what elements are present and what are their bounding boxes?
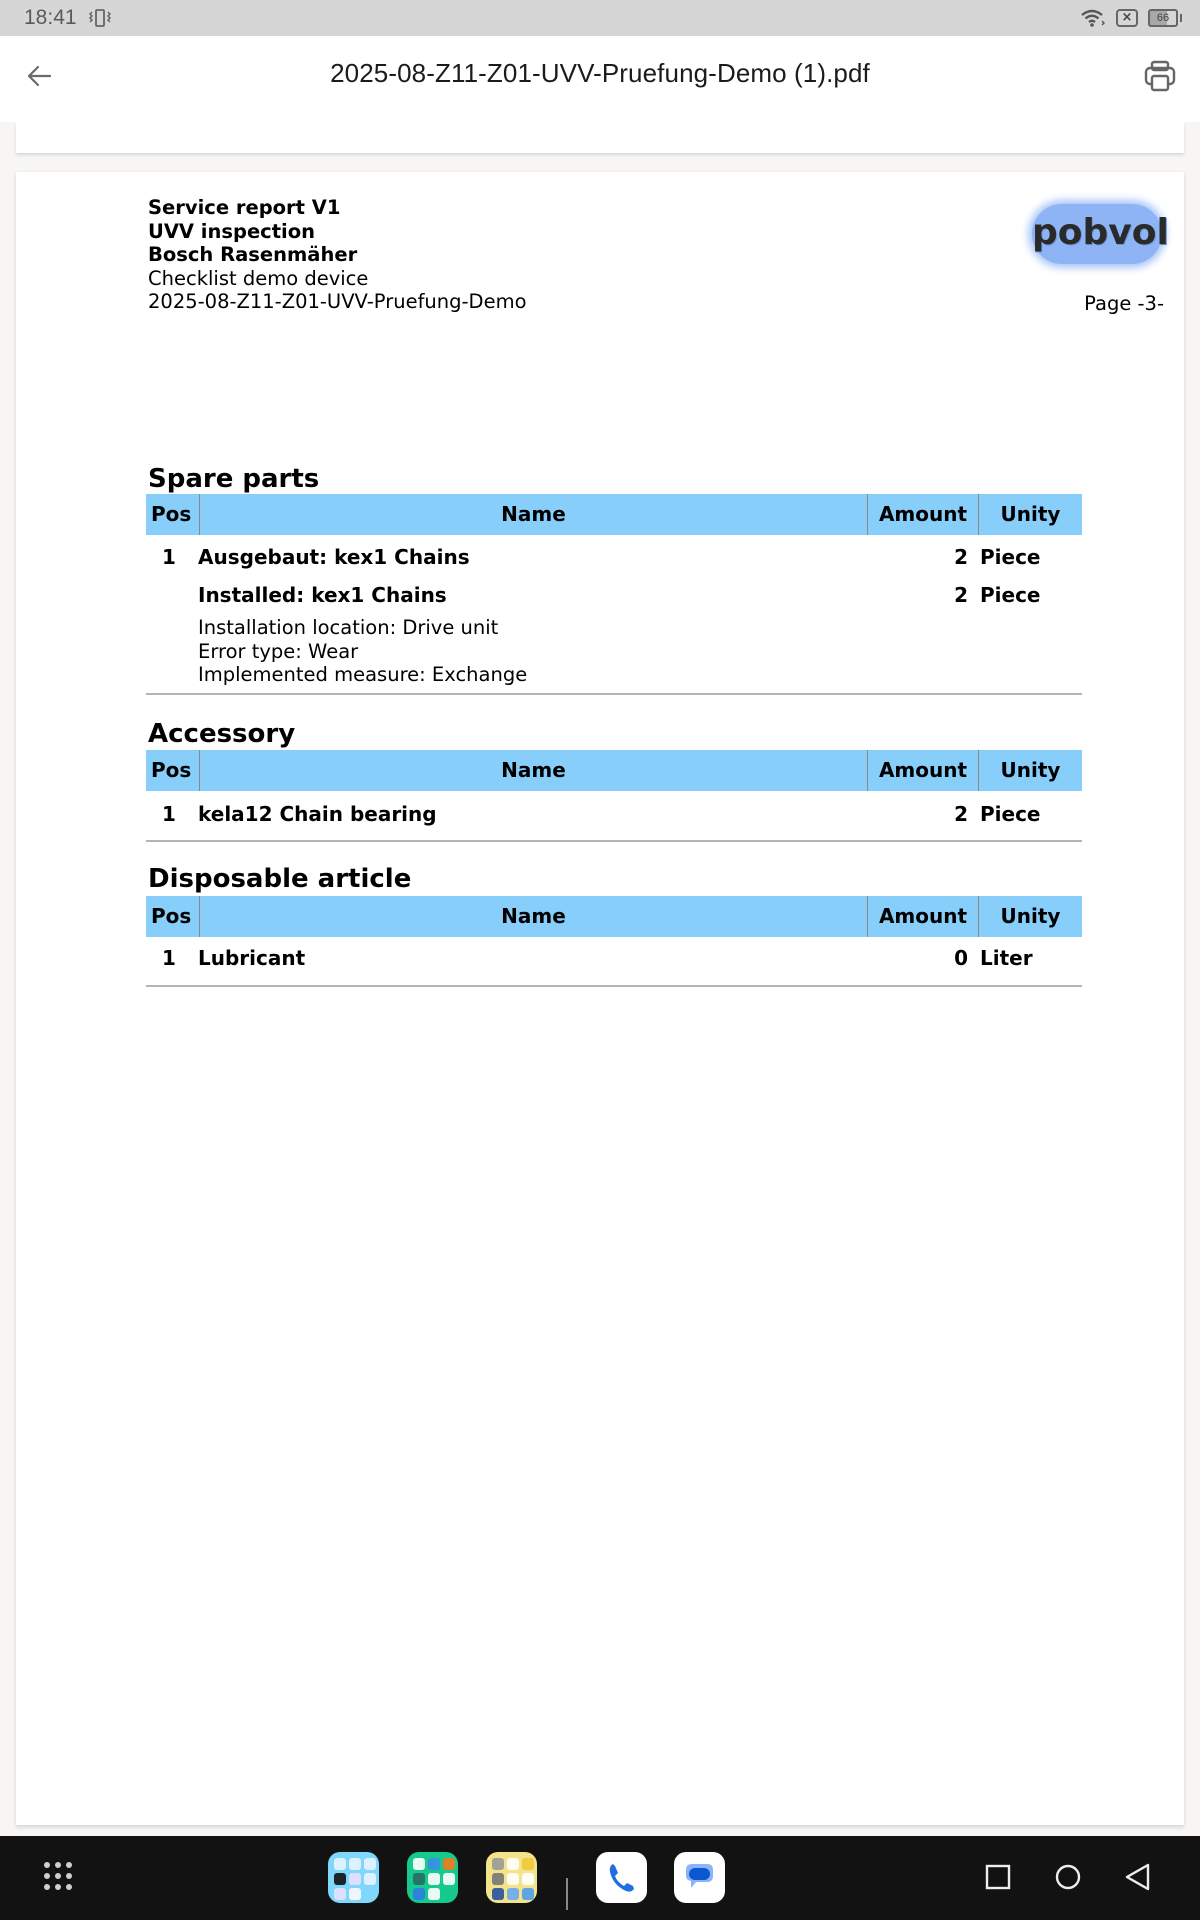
row-amount: 0 xyxy=(954,946,968,970)
divider xyxy=(146,840,1082,842)
row-amount: 2 xyxy=(954,583,968,607)
table-header xyxy=(146,896,1082,937)
dock-divider xyxy=(566,1878,568,1910)
col-name: Name xyxy=(200,896,868,937)
row-name: kela12 Chain bearing xyxy=(198,802,437,826)
row-unity: Liter xyxy=(980,946,1033,970)
col-pos: Pos xyxy=(146,494,200,535)
row-amount: 2 xyxy=(954,545,968,569)
spare-part-details xyxy=(146,614,1082,693)
wifi-icon xyxy=(1080,8,1106,28)
row-amount: 2 xyxy=(954,802,968,826)
divider xyxy=(146,693,1082,695)
status-time: 18:41 xyxy=(24,6,77,29)
row-name: Lubricant xyxy=(198,946,306,970)
row-unity: Piece xyxy=(980,583,1041,607)
report-title: Service report V1 xyxy=(148,196,341,219)
report-inspection-type: UVV inspection xyxy=(148,219,316,243)
home-button[interactable] xyxy=(1053,1862,1083,1892)
app-bar xyxy=(0,36,1200,122)
navigation-bar xyxy=(0,1836,1200,1920)
report-header xyxy=(148,196,527,314)
row-unity: Piece xyxy=(980,802,1041,826)
col-amount: Amount xyxy=(868,896,979,937)
arrow-back-icon[interactable] xyxy=(24,60,56,92)
detail-installation-location: Installation location: Drive unit xyxy=(198,616,499,639)
row-pos: 1 xyxy=(162,545,176,569)
section-title-accessory: Accessory xyxy=(148,719,296,749)
no-sim-icon: × xyxy=(1116,9,1138,27)
col-amount: Amount xyxy=(868,494,979,535)
disposable-article-table xyxy=(146,896,1082,987)
col-name: Name xyxy=(200,750,868,791)
previous-page[interactable] xyxy=(16,122,1184,153)
col-pos: Pos xyxy=(146,896,200,937)
status-bar xyxy=(0,0,1200,36)
col-unity: Unity xyxy=(1000,904,1061,928)
col-unity: Unity xyxy=(1000,502,1061,526)
vibrate-icon xyxy=(88,8,112,28)
table-header xyxy=(146,750,1082,791)
app-folder-2-icon[interactable] xyxy=(407,1852,458,1903)
report-id: 2025-08-Z11-Z01-UVV-Pruefung-Demo xyxy=(148,290,527,313)
app-drawer-icon[interactable] xyxy=(44,1862,72,1890)
recents-button[interactable] xyxy=(983,1862,1013,1892)
report-checklist: Checklist demo device xyxy=(148,266,369,290)
status-icons xyxy=(1080,7,1178,29)
table-row xyxy=(146,576,1082,614)
row-pos: 1 xyxy=(162,946,176,970)
section-title-spare-parts: Spare parts xyxy=(148,464,320,494)
table-row xyxy=(146,795,1082,833)
col-pos: Pos xyxy=(146,750,200,791)
document-title: 2025-08-Z11-Z01-UVV-Pruefung-Demo (1).pdf xyxy=(330,58,870,88)
table-header xyxy=(146,494,1082,535)
phone-app-icon[interactable] xyxy=(596,1852,647,1903)
printer-icon[interactable] xyxy=(1142,58,1178,94)
detail-error-type: Error type: Wear xyxy=(198,639,359,663)
battery-icon: 66 xyxy=(1148,9,1178,27)
page-number: Page -3- xyxy=(1084,292,1164,315)
col-name: Name xyxy=(200,494,868,535)
row-name: Installed: kex1 Chains xyxy=(198,583,447,607)
spare-parts-table xyxy=(146,494,1082,695)
back-button[interactable] xyxy=(1123,1862,1153,1892)
detail-implemented-measure: Implemented measure: Exchange xyxy=(198,663,528,686)
table-row xyxy=(146,939,1082,977)
messages-app-icon[interactable] xyxy=(674,1852,725,1903)
divider xyxy=(146,985,1082,987)
row-pos: 1 xyxy=(162,802,176,826)
row-name: Ausgebaut: kex1 Chains xyxy=(198,545,470,569)
pdf-page[interactable] xyxy=(16,172,1184,1825)
app-folder-3-icon[interactable] xyxy=(486,1852,537,1903)
accessory-table xyxy=(146,750,1082,842)
col-amount: Amount xyxy=(868,750,979,791)
table-row xyxy=(146,538,1082,576)
report-device: Bosch Rasenmäher xyxy=(148,243,358,266)
col-unity: Unity xyxy=(1000,758,1061,782)
company-logo: pobvol xyxy=(1032,204,1162,264)
row-unity: Piece xyxy=(980,545,1041,569)
app-folder-1-icon[interactable] xyxy=(328,1852,379,1903)
section-title-disposable-article: Disposable article xyxy=(148,864,412,894)
